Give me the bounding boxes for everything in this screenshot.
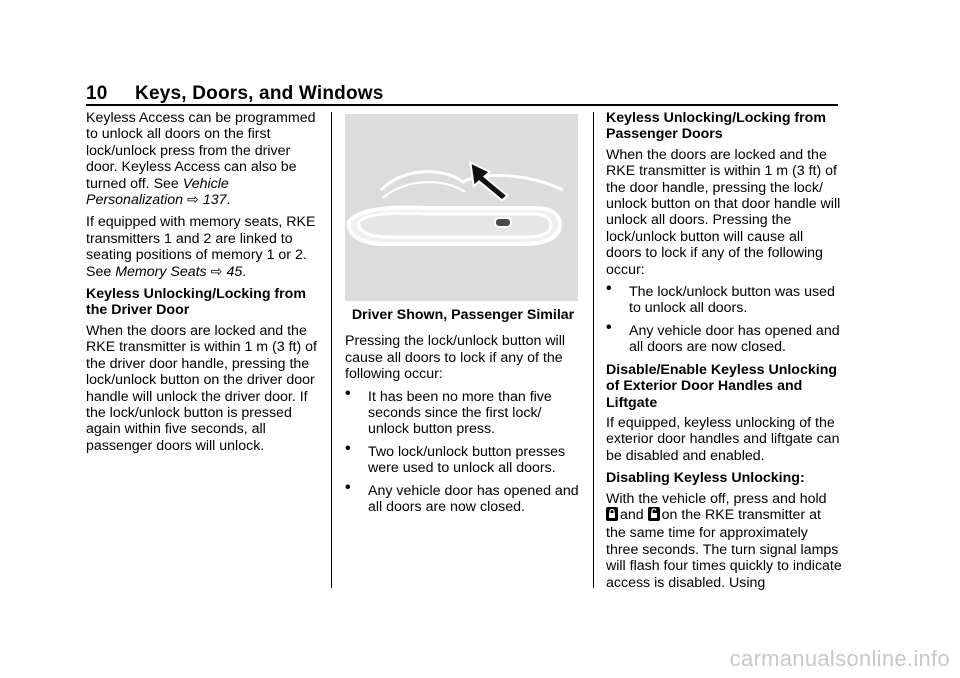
list-item: • Two lock/unlock button presses were used to unlock all doors. bbox=[345, 439, 566, 477]
cross-reference[interactable]: Memory Seats bbox=[115, 263, 207, 280]
subheading: Keyless Unlocking/Locking from Passenger Doors bbox=[606, 110, 826, 143]
lock-key-icon bbox=[606, 507, 618, 525]
bullet-marker: • bbox=[345, 439, 351, 457]
column-3 bbox=[606, 110, 842, 597]
unlock-key-icon bbox=[648, 507, 660, 525]
list-item: • It has been no more than five seconds since the first lock/ unlock button press. bbox=[345, 384, 552, 438]
lock-button-icon bbox=[495, 218, 511, 227]
paragraph: Keyless Access can be programmed to unlock all doors on the first lock/unlock press from the driver door. Keyless Access can also be turned off. See Vehicle Personalization ⇨ 137. bbox=[86, 110, 316, 209]
watermark: carmanualsonline.info bbox=[729, 646, 950, 671]
column-1 bbox=[86, 110, 322, 460]
paragraph: When the doors are locked and the RKE transmitter is within 1 m (3 ft) of the door handle, pressing the lock/ unlock button on that door handle will unlock all doors. Pressing the lock/unlock button will cause all doors to lock if any of the following occur: bbox=[606, 146, 841, 278]
figure-caption: Driver Shown, Passenger Similar bbox=[351, 307, 575, 323]
paragraph: With the vehicle off, press and hold and on the RKE transmitter at the same time for approximately three seconds. The turn signal lamps will flash four times quickly to indicate access is disabled. Using bbox=[606, 490, 842, 591]
column-divider-2 bbox=[593, 112, 594, 588]
paragraph: If equipped, keyless unlocking of the exterior door handles and liftgate can be disabled and enabled. bbox=[606, 414, 840, 464]
section-title: Keys, Doors, and Windows bbox=[135, 83, 384, 104]
bullet-marker: • bbox=[345, 478, 351, 496]
bullet-marker: • bbox=[606, 280, 612, 298]
subheading: Keyless Unlocking/Locking from the Driver Door bbox=[86, 286, 306, 319]
page-number: 10 bbox=[86, 83, 108, 104]
list-item: • Any vehicle door has opened and all doors are now closed. bbox=[345, 478, 579, 516]
header-rule bbox=[86, 104, 838, 106]
list-item: • Any vehicle door has opened and all doors are now closed. bbox=[606, 318, 840, 356]
page-ref-arrow: ⇨ bbox=[210, 263, 223, 280]
paragraph: When the doors are locked and the RKE transmitter is within 1 m (3 ft) of the driver door handle, pressing the lock/unlock button on the driver door handle will unlock the driver door. If the lock/unlock button is pressed again within five seconds, all passenger doors will unlock. bbox=[86, 322, 317, 454]
subheading: Disabling Keyless Unlocking: bbox=[606, 470, 805, 487]
list-item: • The lock/unlock button was used to unlock all doors. bbox=[606, 280, 835, 317]
arrow-pointer-icon bbox=[470, 158, 508, 204]
page-header bbox=[86, 83, 384, 105]
page-ref-number[interactable]: 137 bbox=[202, 192, 227, 209]
subheading: Disable/Enable Keyless Unlocking of Exterior Door Handles and Liftgate bbox=[606, 361, 838, 411]
page-ref-arrow: ⇨ bbox=[186, 192, 199, 209]
page-ref-number[interactable]: 45 bbox=[226, 263, 243, 280]
bullet-marker: • bbox=[345, 384, 351, 402]
bullet-marker: • bbox=[606, 318, 612, 336]
column-2 bbox=[345, 110, 581, 521]
cross-reference[interactable]: Vehicle Personalization bbox=[86, 175, 229, 209]
door-handle-svg bbox=[345, 114, 578, 301]
paragraph: If equipped with memory seats, RKE transmitters 1 and 2 are linked to seating positions of memory 1 or 2. See Memory Seats ⇨ 45. bbox=[86, 214, 316, 280]
column-divider-1 bbox=[331, 112, 332, 588]
door-handle-illustration bbox=[345, 114, 578, 301]
paragraph: Pressing the lock/unlock button will cause all doors to lock if any of the following occur: bbox=[345, 333, 566, 383]
